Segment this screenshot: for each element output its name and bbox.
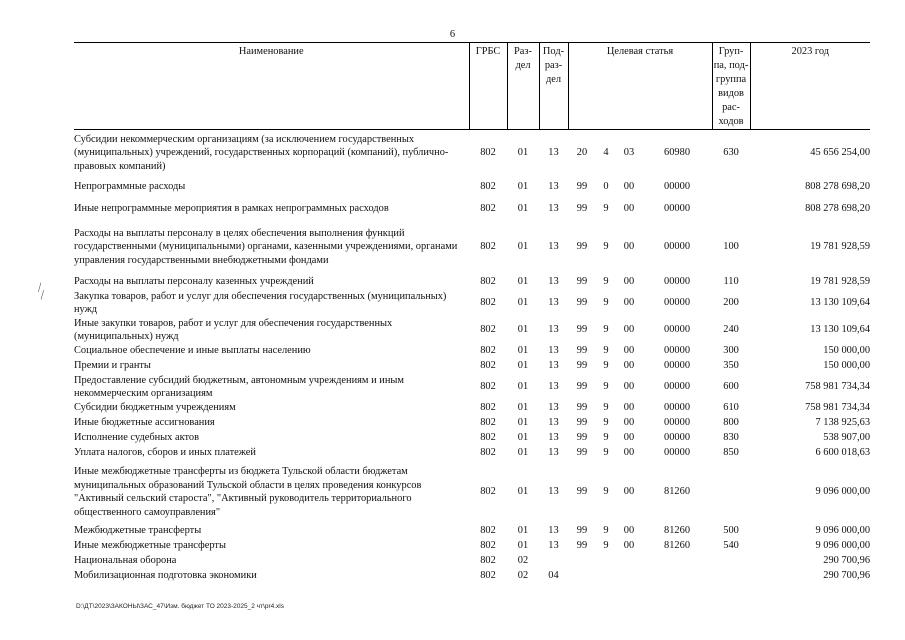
row-razdel: 02: [517, 555, 529, 567]
row-podrazdel: 13: [548, 324, 559, 336]
table-row: [74, 290, 870, 317]
row-razdel: 01: [517, 180, 529, 192]
row-name: Закупка товаров, работ и услуг для обеспечения государственных (муниципальных) нужд: [74, 290, 447, 315]
row-podrazdel: 13: [548, 147, 559, 158]
row-target-type: 4: [603, 147, 609, 158]
row-target-type: [596, 554, 616, 569]
row-target-direction: 00000: [664, 324, 691, 336]
row-target-program: 99: [576, 276, 588, 288]
row-podrazdel: 13: [548, 360, 559, 372]
page-number: 6: [449, 29, 456, 40]
row-target-event: 00: [623, 276, 635, 288]
row-target-type: 9: [603, 381, 609, 393]
row-amount: 150 000,00: [823, 345, 871, 357]
row-target-type: 9: [603, 540, 609, 552]
row-amount: 19 781 928,59: [810, 241, 871, 253]
row-podrazdel: 13: [548, 486, 559, 498]
row-grbs: 802: [480, 360, 496, 372]
row-podrazdel: 13: [548, 241, 559, 253]
header-name: Наименование: [74, 43, 469, 130]
row-target-event: 00: [623, 202, 635, 214]
table-row: [74, 446, 870, 461]
row-target-direction: 81260: [664, 540, 691, 552]
row-target-type: 9: [603, 417, 609, 429]
row-grbs: 802: [480, 486, 496, 498]
row-razdel: 01: [517, 360, 529, 372]
row-expense-group: [712, 461, 750, 524]
row-name: Национальная оборона: [74, 555, 177, 567]
header-razdel: [507, 43, 539, 130]
row-target-program: 99: [576, 381, 588, 393]
row-razdel: 01: [517, 540, 529, 552]
row-expense-group: [712, 569, 750, 584]
row-name: Социальное обеспечение и иные выплаты населению: [74, 345, 311, 357]
row-target-event: 03: [623, 147, 635, 158]
row-razdel: 01: [517, 402, 529, 414]
row-target-direction: 81260: [664, 486, 691, 498]
row-podrazdel: 13: [548, 381, 559, 393]
row-amount: 758 981 734,34: [805, 402, 871, 414]
row-podrazdel: 13: [548, 276, 559, 288]
table-row: [74, 539, 870, 554]
row-name: Исполнение судебных актов: [74, 432, 199, 444]
row-podrazdel: 13: [548, 297, 559, 309]
row-grbs: 802: [480, 402, 496, 414]
row-target-type: 9: [603, 402, 609, 414]
row-target-program: 99: [576, 241, 588, 253]
row-name: Предоставление субсидий бюджетным, автономным учреждениям и иным некоммерческим организациям: [74, 374, 404, 399]
row-expense-group: 800: [723, 417, 739, 429]
row-name: Расходы на выплаты персоналу казенных учреждений: [74, 276, 314, 288]
row-target-direction: 00000: [664, 417, 691, 429]
row-amount: 9 096 000,00: [815, 525, 871, 537]
row-amount: 290 700,96: [823, 570, 871, 582]
table-row: [74, 401, 870, 416]
row-amount: 6 600 018,63: [815, 447, 871, 459]
row-grbs: 802: [480, 432, 496, 444]
row-podrazdel: 13: [548, 432, 559, 444]
row-target-program: 99: [576, 432, 588, 444]
row-grbs: 802: [480, 417, 496, 429]
row-target-program: 99: [576, 447, 588, 459]
row-target-event: 00: [623, 402, 635, 414]
row-grbs: 802: [480, 345, 496, 357]
row-name: Межбюджетные трансферты: [74, 525, 202, 537]
header-podrazdel: [539, 43, 568, 130]
row-razdel: 01: [517, 324, 529, 336]
row-target-event: 00: [623, 525, 635, 537]
row-target-type: 9: [603, 486, 609, 498]
row-razdel: 01: [517, 432, 529, 444]
row-amount: 808 278 698,20: [805, 180, 871, 192]
row-podrazdel: 13: [548, 402, 559, 414]
row-expense-group: [712, 554, 750, 569]
row-grbs: 802: [480, 297, 496, 309]
row-amount: 290 700,96: [823, 555, 871, 567]
table-row: [74, 569, 870, 584]
row-name: Иные закупки товаров, работ и услуг для обеспечения государственных (муниципальных) нужд: [74, 317, 393, 342]
table-body: [74, 130, 870, 584]
row-name: Иные межбюджетные трансферты из бюджета Тульской области бюджетам муниципальных образований Тульской области в целях проведения конкурсов "Активный сельский староста", "Активный руководитель территориального общественного самоуправления": [74, 466, 422, 518]
row-amount: 13 130 109,64: [810, 297, 871, 309]
row-expense-group: 300: [723, 345, 739, 357]
row-expense-group: 110: [723, 276, 739, 288]
row-amount: 9 096 000,00: [815, 540, 871, 552]
header-group-text: Груп- па, под- группа видов рас- ходов: [713, 46, 749, 127]
header-year: 2023 год: [750, 43, 870, 130]
table-row: [74, 344, 870, 359]
row-target-program: 99: [576, 402, 588, 414]
row-razdel: 01: [517, 297, 529, 309]
row-expense-group: 610: [723, 402, 739, 414]
row-target-program: 99: [576, 525, 588, 537]
row-target-type: 9: [603, 202, 609, 214]
row-grbs: 802: [480, 381, 496, 393]
row-grbs: 802: [480, 555, 496, 567]
footer-file-path: D:\ДТ\2023\ЗАКОНЫ\ЗАС_47\Изм. бюджет ТО 2023-2025_2 чт\pr4.xls: [76, 603, 284, 610]
row-razdel: 01: [517, 241, 529, 253]
row-name: Уплата налогов, сборов и иных платежей: [74, 447, 256, 459]
row-amount: 758 981 734,34: [805, 381, 871, 393]
row-target-program: 99: [576, 202, 588, 214]
row-amount: 808 278 698,20: [805, 202, 871, 214]
table-row: [74, 359, 870, 374]
row-target-program: 20: [576, 147, 588, 158]
row-target-type: 9: [603, 360, 609, 372]
row-target-program: [568, 554, 596, 569]
row-expense-group: 500: [723, 525, 739, 537]
row-expense-group: 240: [723, 324, 739, 336]
row-target-event: 00: [623, 540, 635, 552]
row-amount: 538 907,00: [823, 432, 871, 444]
row-podrazdel: [539, 554, 568, 569]
row-razdel: 01: [517, 525, 529, 537]
row-target-program: 99: [576, 297, 588, 309]
table-row: [74, 176, 870, 198]
row-podrazdel: 13: [548, 447, 559, 459]
row-podrazdel: 04: [548, 570, 559, 582]
row-target-program: 99: [576, 345, 588, 357]
row-name: Субсидии бюджетным учреждениям: [74, 402, 236, 414]
row-target-direction: 00000: [664, 180, 691, 192]
row-amount: 150 000,00: [823, 360, 871, 372]
row-expense-group: 630: [723, 147, 739, 158]
row-razdel: 01: [517, 447, 529, 459]
row-grbs: 802: [480, 525, 496, 537]
row-target-direction: 00000: [664, 402, 691, 414]
row-target-program: 99: [576, 417, 588, 429]
row-grbs: 802: [480, 276, 496, 288]
table-row: [74, 275, 870, 290]
row-target-direction: 00000: [664, 202, 691, 214]
row-expense-group: 850: [723, 447, 739, 459]
row-target-type: 0: [603, 180, 609, 192]
row-name: Премии и гранты: [74, 360, 151, 372]
table-row: [74, 317, 870, 344]
row-podrazdel: 13: [548, 525, 559, 537]
row-name: Иные бюджетные ассигнования: [74, 417, 215, 429]
handwritten-mark: ⁄ ⁄: [36, 280, 46, 302]
row-target-direction: [642, 569, 712, 584]
table-row: [74, 554, 870, 569]
row-target-type: 9: [603, 324, 609, 336]
row-expense-group: 540: [723, 540, 739, 552]
row-target-direction: 00000: [664, 241, 691, 253]
row-razdel: 02: [517, 570, 529, 582]
header-razdel-text: Раз- дел: [514, 46, 532, 71]
table-row: [74, 524, 870, 539]
row-target-event: 00: [623, 324, 635, 336]
row-target-program: 99: [576, 540, 588, 552]
header-grbs: ГРБС: [469, 43, 507, 130]
row-razdel: 01: [517, 486, 529, 498]
row-target-direction: 00000: [664, 360, 691, 372]
row-expense-group: [712, 198, 750, 220]
row-name: Иные межбюджетные трансферты: [74, 540, 226, 552]
row-podrazdel: 13: [548, 417, 559, 429]
row-target-direction: 81260: [664, 525, 691, 537]
row-razdel: 01: [517, 345, 529, 357]
row-name: Непрограммные расходы: [74, 180, 186, 192]
row-podrazdel: 13: [548, 540, 559, 552]
header-group: [712, 43, 750, 130]
row-razdel: 01: [517, 276, 529, 288]
table-row: [74, 130, 870, 176]
row-grbs: 802: [480, 180, 496, 192]
row-target-direction: 00000: [664, 297, 691, 309]
row-target-program: [568, 569, 596, 584]
row-expense-group: 100: [723, 241, 739, 253]
row-grbs: 802: [480, 202, 496, 214]
row-target-type: 9: [603, 447, 609, 459]
row-target-event: 00: [623, 241, 635, 253]
row-expense-group: [712, 176, 750, 198]
row-grbs: 802: [480, 570, 496, 582]
row-target-event: 00: [623, 345, 635, 357]
row-target-direction: 00000: [664, 276, 691, 288]
row-podrazdel: 13: [548, 202, 559, 214]
row-grbs: 802: [480, 147, 496, 158]
row-target-direction: [642, 554, 712, 569]
row-target-direction: 00000: [664, 447, 691, 459]
row-grbs: 802: [480, 447, 496, 459]
row-razdel: 01: [517, 381, 529, 393]
table-row: [74, 416, 870, 431]
row-razdel: 01: [517, 417, 529, 429]
row-target-event: [616, 554, 642, 569]
row-amount: 45 656 254,00: [810, 147, 871, 158]
row-name: Иные непрограммные мероприятия в рамках непрограммных расходов: [74, 202, 389, 214]
row-target-program: 99: [576, 486, 588, 498]
row-target-type: 9: [603, 525, 609, 537]
row-target-event: 00: [623, 360, 635, 372]
row-amount: 7 138 925,63: [815, 417, 871, 429]
row-target-event: 00: [623, 180, 635, 192]
row-target-type: 9: [603, 276, 609, 288]
budget-table: [74, 42, 870, 584]
row-target-type: 9: [603, 241, 609, 253]
row-target-direction: 00000: [664, 345, 691, 357]
row-expense-group: 350: [723, 360, 739, 372]
row-target-type: 9: [603, 432, 609, 444]
row-expense-group: 200: [723, 297, 739, 309]
row-target-event: 00: [623, 486, 635, 498]
row-target-event: [616, 569, 642, 584]
row-name: Мобилизационная подготовка экономики: [74, 570, 257, 582]
row-podrazdel: 13: [548, 345, 559, 357]
header-target: Целевая статья: [568, 43, 712, 130]
row-target-program: 99: [576, 360, 588, 372]
row-grbs: 802: [480, 540, 496, 552]
row-target-direction: 60980: [664, 147, 691, 158]
header-podrazdel-text: Под- раз- дел: [542, 46, 565, 85]
row-name: Расходы на выплаты персоналу в целях обеспечения выполнения функций государственными (муниципальными) органами, казенными учреждениями, органами управления государственными внебюджетными фондами: [74, 227, 458, 266]
row-grbs: 802: [480, 241, 496, 253]
table-row: [74, 461, 870, 524]
row-razdel: 01: [517, 202, 529, 214]
row-grbs: 802: [480, 324, 496, 336]
row-amount: 9 096 000,00: [815, 486, 871, 498]
row-target-event: 00: [623, 417, 635, 429]
row-target-program: 99: [576, 324, 588, 336]
table-row: [74, 220, 870, 275]
row-target-direction: 00000: [664, 381, 691, 393]
row-razdel: 01: [517, 147, 529, 158]
row-target-event: 00: [623, 297, 635, 309]
table-row: [74, 198, 870, 220]
row-target-type: 9: [603, 345, 609, 357]
row-target-event: 00: [623, 447, 635, 459]
row-expense-group: 600: [723, 381, 739, 393]
row-target-type: [596, 569, 616, 584]
row-target-type: 9: [603, 297, 609, 309]
row-target-program: 99: [576, 180, 588, 192]
table-row: [74, 374, 870, 401]
row-target-event: 00: [623, 381, 635, 393]
table-row: [74, 431, 870, 446]
table-header-row: [74, 43, 870, 130]
row-podrazdel: 13: [548, 180, 559, 192]
row-name: Субсидии некоммерческим организациям (за исключением государственных (муниципальных) учреждений, государственных корпораций (компаний), публично-правовых компаний): [74, 133, 449, 172]
row-target-direction: 00000: [664, 432, 691, 444]
row-expense-group: 830: [723, 432, 739, 444]
row-amount: 13 130 109,64: [810, 324, 871, 336]
row-target-event: 00: [623, 432, 635, 444]
row-amount: 19 781 928,59: [810, 276, 871, 288]
